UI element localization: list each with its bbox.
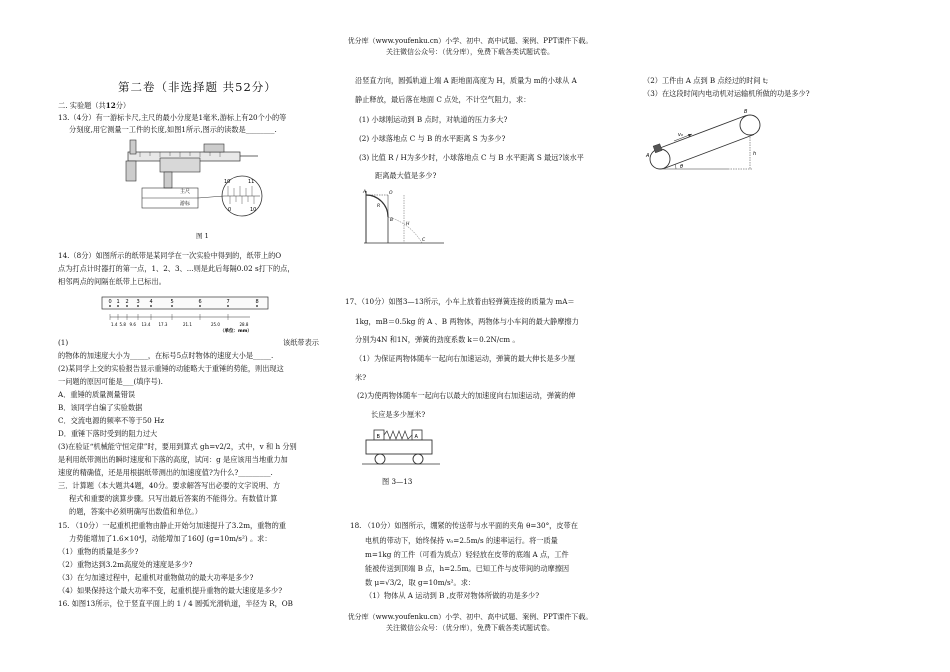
tape-spacing-label: 1.4 <box>111 322 118 327</box>
fig16-label-o: O <box>389 191 393 196</box>
q17-line-7: 长应是多少厘米? <box>371 410 426 419</box>
tape-dot-8 <box>256 305 258 307</box>
fig18-label-h: h <box>753 151 757 157</box>
tape-unit: （单位：mm） <box>220 329 252 334</box>
q15-sub-4: （4）如果保持这个最大功率不变，起重机提升重物的最大速度是多少? <box>58 586 283 595</box>
tape-dot-0 <box>109 305 111 307</box>
fig1-main-scale-label: 主尺 <box>180 189 191 195</box>
q16-cont-line-2: 静止释放，最后落在地面 C 点处，不计空气阻力，求： <box>355 95 531 104</box>
section-3-line-2: 程式和重要的演算步骤。只写出最后答案的不能得分。有数值计算 <box>69 494 278 503</box>
tape-dot-4 <box>150 305 152 307</box>
tape-spacing-label: 5.8 <box>119 322 126 327</box>
fig18-label-b: B <box>744 109 748 115</box>
q16-sub-3: (3) 比值 R / H为多少时，小球落地点 C 与 B 水平距离 S 最远?该水平 <box>359 153 584 162</box>
q15-line-2: 力势能增加了1.6×10⁴J，动能增加了160J (g=10m/s²) 。求： <box>69 534 272 543</box>
tape-point-label-8: 8 <box>255 299 259 305</box>
q14-part2-line-1: (2)某同学上交的实验报告显示重锤的动能略大于重锤的势能，则出现这 <box>58 364 284 373</box>
fig1-caption: 图 1 <box>196 232 209 240</box>
q17-line-5: 米? <box>355 373 367 382</box>
q16-cont-line-1: 沿竖直方向，圆弧轨道上端 A 距地面高度为 H，质量为 m的小球从 A <box>355 76 577 85</box>
q17-line-4: （1）为保证两物体随车一起向右加速运动，弹簧的最大伸长是多少厘 <box>355 354 576 363</box>
section-3-line-3: 的题，答案中必须明确写出数值和单位。） <box>69 507 202 516</box>
tape-dot-7 <box>227 305 229 307</box>
fig16-label-h: H <box>406 222 410 227</box>
header-line-2: 关注微信公众号：（优分库），免费下载各类试题试卷。 <box>386 48 554 57</box>
q18-line-1: 18. （10分）如图所示，绷紧的传送带与水平面的夹角 θ=30°，皮带在 <box>350 521 578 530</box>
fig18-label-a: A <box>646 153 650 159</box>
section-title: 第二卷（非选择题 共52分） <box>118 80 277 94</box>
q17-line-6: (2)为使两物体随车一起向右以最大的加速度向右加速运动，弹簧的伸 <box>357 391 576 400</box>
q16-line-1: 16. 如图13所示，位于竖直平面上的 1 / 4 圆弧光滑轨道，半径为 R，OB <box>58 599 293 608</box>
tape-spacing-label: 9.6 <box>129 322 136 327</box>
vernier-caliper-figure <box>120 138 270 230</box>
q14-option-d: D．重锤下落时受到的阻力过大 <box>58 429 158 438</box>
fig1-vernier-10: 10 <box>250 207 257 213</box>
section-2-heading: 二. 实验题（共12分） <box>58 101 131 110</box>
q14-part3-line-1: (3)在验证“机械能守恒定律”时，要用到算式 gh=v2/2，式中，v 和 h 分别 <box>58 442 297 451</box>
q15-sub-1: （1）重物的质量是多少? <box>58 547 139 556</box>
section-3-line-1: 三．计算题（本大题共4题，40分。要求解答写出必要的文字说明、方 <box>58 481 281 490</box>
fig16-label-b: B <box>390 218 394 223</box>
tape-point-label-4: 4 <box>149 299 153 305</box>
q15-line-1: 15. （10分）一起重机把重物由静止开始匀加速提升了3.2m，重物的重 <box>58 521 286 530</box>
q14-part1-number: (1) <box>58 338 69 347</box>
fig1-vernier-0: 0 <box>228 207 232 213</box>
q14-part3-line-3: 速度的精确值，还是用根据纸带测出的加速度值?为什么?_________. <box>58 468 273 477</box>
fig1-tick-11: 11 <box>248 179 255 185</box>
fig17-caption: 图 3—13 <box>382 477 413 486</box>
page-footer <box>300 612 640 634</box>
q13-line-2: 分刻度,用它测量一工件的长度,如图1所示,图示的读数是________. <box>69 125 277 134</box>
q18-sub-3: （3）在这段时间内电动机对运输机所做的功是多少? <box>643 89 810 98</box>
q13-line-1: 13.（4分）有一游标卡尺,主尺的最小分度是1毫米,游标上有20个小的等 <box>58 113 287 122</box>
q16-sub-3-cont: 距离最大值是多少? <box>375 171 437 180</box>
fig1-vernier-label: 游标 <box>180 201 191 207</box>
q14-part2-line-2: 一问题的原因可能是___(填序号). <box>58 377 163 386</box>
fig18-label-v0: v₀ <box>678 132 683 138</box>
tape-spacing-label: 25.0 <box>211 322 220 327</box>
conveyor-belt-figure <box>640 107 780 181</box>
tape-point-label-1: 1 <box>116 299 120 305</box>
tape-point-label-3: 3 <box>136 299 140 305</box>
q17-line-1: 17、（10分）如图3—13所示，小车上放着由轻弹簧连接的质量为 mA＝ <box>345 297 575 306</box>
fig16-label-c: C <box>422 238 426 243</box>
fig16-label-a: A <box>363 190 367 195</box>
tape-dot-5 <box>171 305 173 307</box>
tape-point-label-7: 7 <box>226 299 230 305</box>
q17-line-3: 分别为4N 和1N，弹簧的劲度系数 k＝0.2N/cm 。 <box>355 335 520 344</box>
q14-part1-line-2: 的物体的加速度大小为_____，在标号5点时物体的速度大小是_____. <box>58 351 274 360</box>
fig16-label-r: R <box>377 204 381 209</box>
fig1-tick-10: 10 <box>224 179 231 185</box>
tape-point-label-5: 5 <box>170 299 174 305</box>
tape-dot-6 <box>199 305 201 307</box>
q18-line-3: m=1kg 的工件（可看为质点）轻轻放在皮带的底端 A 点，工件 <box>365 550 569 559</box>
tape-spacing-label: 21.1 <box>183 322 192 327</box>
fig17-label-b: B <box>376 434 380 440</box>
footer-line-1: 优分库（www.youfenku.cn）小学、初中、高中试题、案例、PPT课件下载。 <box>347 613 593 621</box>
tape-point-label-6: 6 <box>198 299 202 305</box>
cart-figure <box>362 426 442 474</box>
footer-line-2: 关注微信公众号：（优分库），免费下载各类试题试卷。 <box>386 624 554 633</box>
header-line-1: 优分库（www.youfenku.cn）小学、初中、高中试题、案例、PPT课件下载。 <box>347 37 593 45</box>
q16-sub-2: (2) 小球落地点 C 与 B 的水平距离 S 为多少? <box>359 134 506 143</box>
fig17-label-a: A <box>414 434 418 440</box>
q16-sub-1: (1) 小球刚运动到 B 点时，对轨道的压力多大? <box>359 115 508 124</box>
tape-point-label-0: 0 <box>108 299 112 305</box>
q14-part1-tail: 该纸带表示 <box>283 338 319 347</box>
q18-line-4: 能被传送到顶端 B 点，h=2.5m。已知工件与皮带间的动摩擦因 <box>365 564 570 573</box>
q14-line-2: 点为打点计时器打的第一点，1、2、3、...则是此后每隔0.02 s打下的点， <box>58 264 295 273</box>
fig18-label-theta: θ <box>680 164 684 170</box>
q14-option-b: B．该同学自编了实验数据 <box>58 403 143 412</box>
page-header <box>300 36 640 58</box>
arc-track-figure <box>360 185 450 249</box>
q14-line-3: 相邻两点的间隔在纸带上已标出。 <box>58 277 166 286</box>
tape-dot-2 <box>126 305 128 307</box>
q14-part3-line-2: 是利用纸带测出的瞬时速度和下落的高度，试问：g 是应该用当地重力加 <box>58 455 288 464</box>
q14-line-1: 14.（8分）如图所示的纸带是某同学在一次实验中得到的，纸带上的O <box>58 251 282 260</box>
tape-dot-3 <box>137 305 139 307</box>
tape-spacing-label: 17.3 <box>158 322 168 327</box>
tape-spacing-label: 13.4 <box>141 322 151 327</box>
tape-dot-1 <box>117 305 119 307</box>
tape-spacing-label: 28.8 <box>239 322 249 327</box>
q18-line-6: （1）物体从 A 运动到 B ,皮带对物体所做的功是多少? <box>365 591 540 600</box>
q15-sub-2: （2）重物达到3.2m高度处的速度是多少? <box>58 560 193 569</box>
q14-option-a: A．重锤的质量测量错误 <box>58 390 136 399</box>
q18-line-5: 数 μ=√3/2，取 g=10m/s²。求： <box>365 578 476 587</box>
q15-sub-3: （3）在匀加速过程中，起重机对重物做功的最大功率是多少? <box>58 573 254 582</box>
q18-line-2: 电机的带动下，始终保持 v₀=2.5m/s 的速率运行。将一质量 <box>365 536 558 545</box>
q14-option-c: C．交流电源的频率不等于50 Hz <box>58 416 165 425</box>
q17-line-2: 1kg，mB＝0.5kg 的 A 、B 两物体，两物体与小车间的最大静摩擦力 <box>355 317 579 326</box>
q18-sub-2: （2）工件由 A 点到 B 点经过的时间 t; <box>643 76 769 85</box>
tape-point-label-2: 2 <box>125 299 129 305</box>
paper-tape-figure <box>100 293 272 337</box>
